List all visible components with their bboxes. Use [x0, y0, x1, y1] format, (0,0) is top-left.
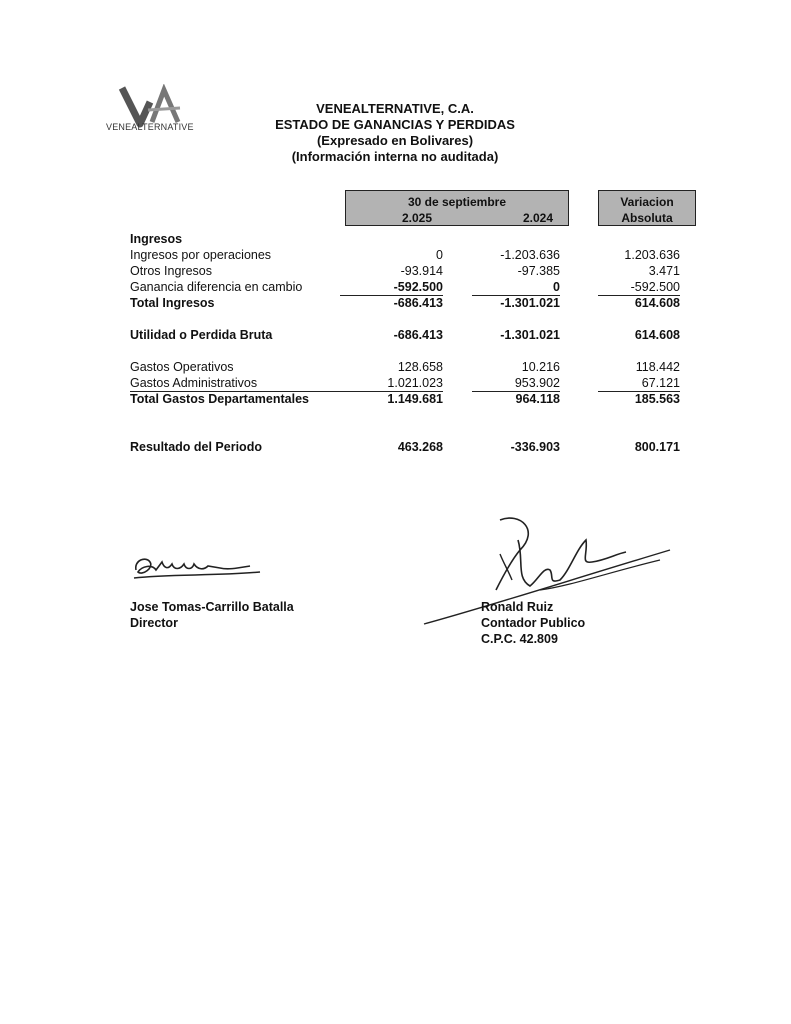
company-name: VENEALTERNATIVE, C.A. — [316, 101, 474, 116]
cell-2024: -336.903 — [510, 440, 560, 454]
director-role: Director — [130, 616, 178, 630]
cell-variation: 67.121 — [641, 376, 680, 390]
cell-variation: 185.563 — [634, 392, 680, 406]
statement-title: ESTADO DE GANANCIAS Y PERDIDAS — [275, 117, 515, 132]
cell-2024: 10.216 — [521, 360, 560, 374]
cell-2024: -1.301.021 — [500, 328, 560, 342]
row-label: Total Gastos Departamentales — [130, 392, 309, 406]
cell-variation: -592.500 — [630, 280, 680, 294]
cell-2025: 1.021.023 — [387, 376, 443, 390]
cell-2024: 953.902 — [514, 376, 560, 390]
logo-wordmark: VENEALTERNATIVE — [106, 122, 194, 132]
row-label: Total Ingresos — [130, 296, 215, 310]
cell-2024: -1.301.021 — [500, 296, 560, 310]
row-label: Utilidad o Perdida Bruta — [130, 328, 273, 342]
cell-2025: 463.268 — [397, 440, 443, 454]
period-header — [345, 190, 569, 226]
cell-variation: 800.171 — [634, 440, 680, 454]
cell-variation: 614.608 — [634, 328, 680, 342]
cell-2024: -97.385 — [517, 264, 560, 278]
accountant-name: Ronald Ruiz — [481, 600, 554, 614]
cell-2024: 0 — [553, 280, 560, 294]
audit-note: (Información interna no auditada) — [291, 149, 499, 164]
director-signature — [128, 548, 268, 586]
cell-variation: 614.608 — [634, 296, 680, 310]
cell-2025: 0 — [436, 248, 443, 262]
currency-note: (Expresado en Bolivares) — [316, 133, 474, 148]
cell-2025: 128.658 — [397, 360, 443, 374]
variation-label-2: Absoluta — [621, 211, 673, 225]
cell-2025: -686.413 — [393, 328, 443, 342]
variation-header — [598, 190, 696, 226]
row-label: Otros Ingresos — [130, 264, 212, 278]
period-label: 30 de septiembre — [407, 195, 507, 209]
accountant-license: C.P.C. 42.809 — [481, 632, 558, 646]
cell-2025: 1.149.681 — [387, 392, 443, 406]
row-label: Resultado del Periodo — [130, 440, 262, 454]
cell-variation: 118.442 — [635, 360, 680, 374]
row-label: Ingresos por operaciones — [130, 248, 272, 262]
cell-2025: -592.500 — [393, 280, 443, 294]
cell-2025: -93.914 — [400, 264, 443, 278]
section-ingresos: Ingresos — [130, 232, 183, 246]
variation-label-1: Variacion — [620, 195, 674, 209]
cell-2025: -686.413 — [393, 296, 443, 310]
row-label: Gastos Operativos — [130, 360, 234, 374]
row-label: Gastos Administrativos — [130, 376, 258, 390]
accountant-role: Contador Publico — [481, 616, 586, 630]
row-label: Ganancia diferencia en cambio — [130, 280, 303, 294]
director-name: Jose Tomas-Carrillo Batalla — [130, 600, 294, 614]
cell-variation: 1.203.636 — [624, 248, 680, 262]
year-2024: 2.024 — [523, 211, 554, 225]
company-logo — [108, 84, 208, 146]
cell-2024: 964.118 — [515, 392, 560, 406]
year-2025: 2.025 — [402, 211, 433, 225]
cell-2024: -1.203.636 — [500, 248, 560, 262]
cell-variation: 3.471 — [648, 264, 680, 278]
